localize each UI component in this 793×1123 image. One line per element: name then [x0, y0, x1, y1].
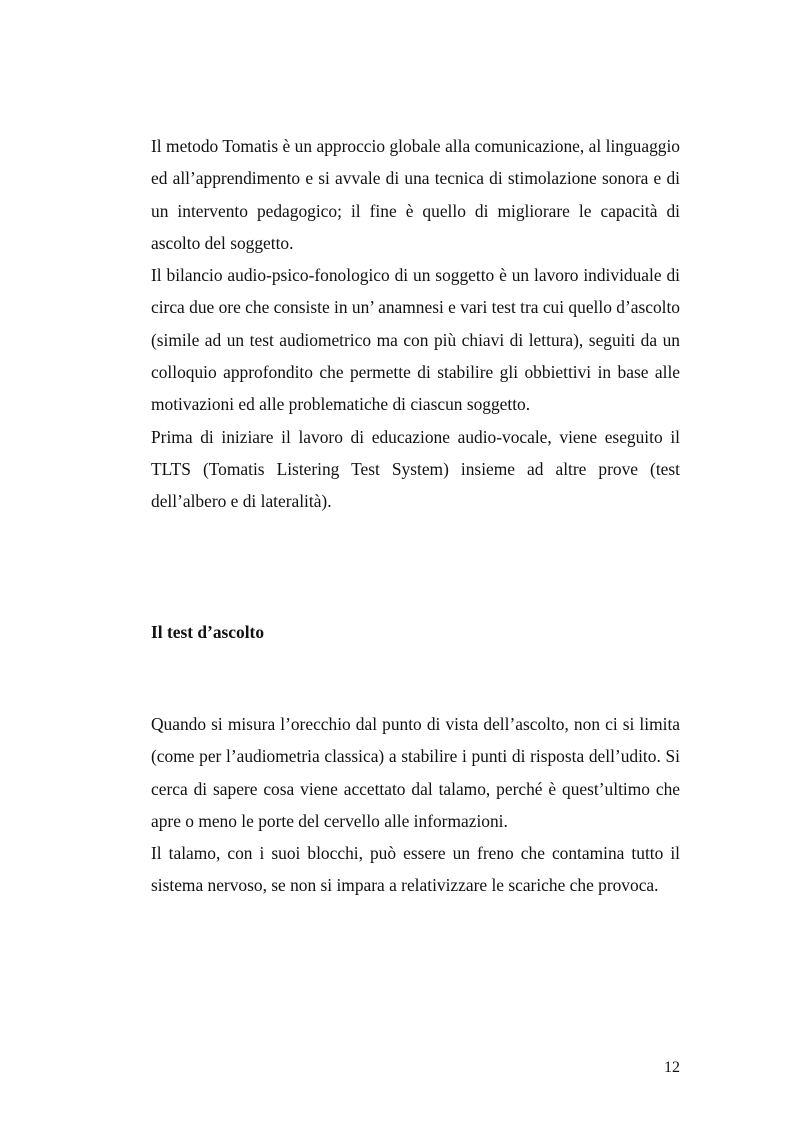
paragraph-tlts-test: Prima di iniziare il lavoro di educazione audio-vocale, viene eseguito il TLTS (Tomatis Listering Test System) insieme ad altre prove (test dell’albero e di lateralità).	[151, 426, 680, 512]
paragraph-audio-psycho-phonological-assessment: Il bilancio audio-psico-fonologico di un soggetto è un lavoro individuale di circa due ore che consiste in un’ anamnesi e vari test tra cui quello d’ascolto (simile ad un test audiometrico ma con più chiavi di lettura), seguiti da un colloquio approfondito che permette di stabilire gli obbiettivi in base alle motivazioni ed alle problematiche di ciascun soggetto.	[151, 265, 680, 415]
section-text-block	[151, 708, 680, 902]
page-number: 12	[664, 1059, 680, 1076]
paragraph-listening-measurement: Quando si misura l’orecchio dal punto di vista dell’ascolto, non ci si limita (come per l’audiometria classica) a stabilire i punti di risposta dell’udito. Si cerca di sapere cosa viene accettato dal talamo, perché è quest’ultimo che apre o meno le porte del cervello alle informazioni.	[151, 714, 680, 831]
paragraph-tomatis-method: Il metodo Tomatis è un approccio globale alla comunicazione, al linguaggio ed all’apprendimento e si avvale di una tecnica di stimolazione sonora e di un intervento pedagogico; il fine è quello di migliorare le capacità di ascolto del soggetto.	[151, 136, 680, 253]
section-heading: Il test d’ascolto	[151, 622, 265, 642]
intro-text-block	[151, 130, 680, 518]
paragraph-thalamus: Il talamo, con i suoi blocchi, può essere un freno che contamina tutto il sistema nervoso, se non si impara a relativizzare le scariche che provoca.	[151, 843, 680, 896]
